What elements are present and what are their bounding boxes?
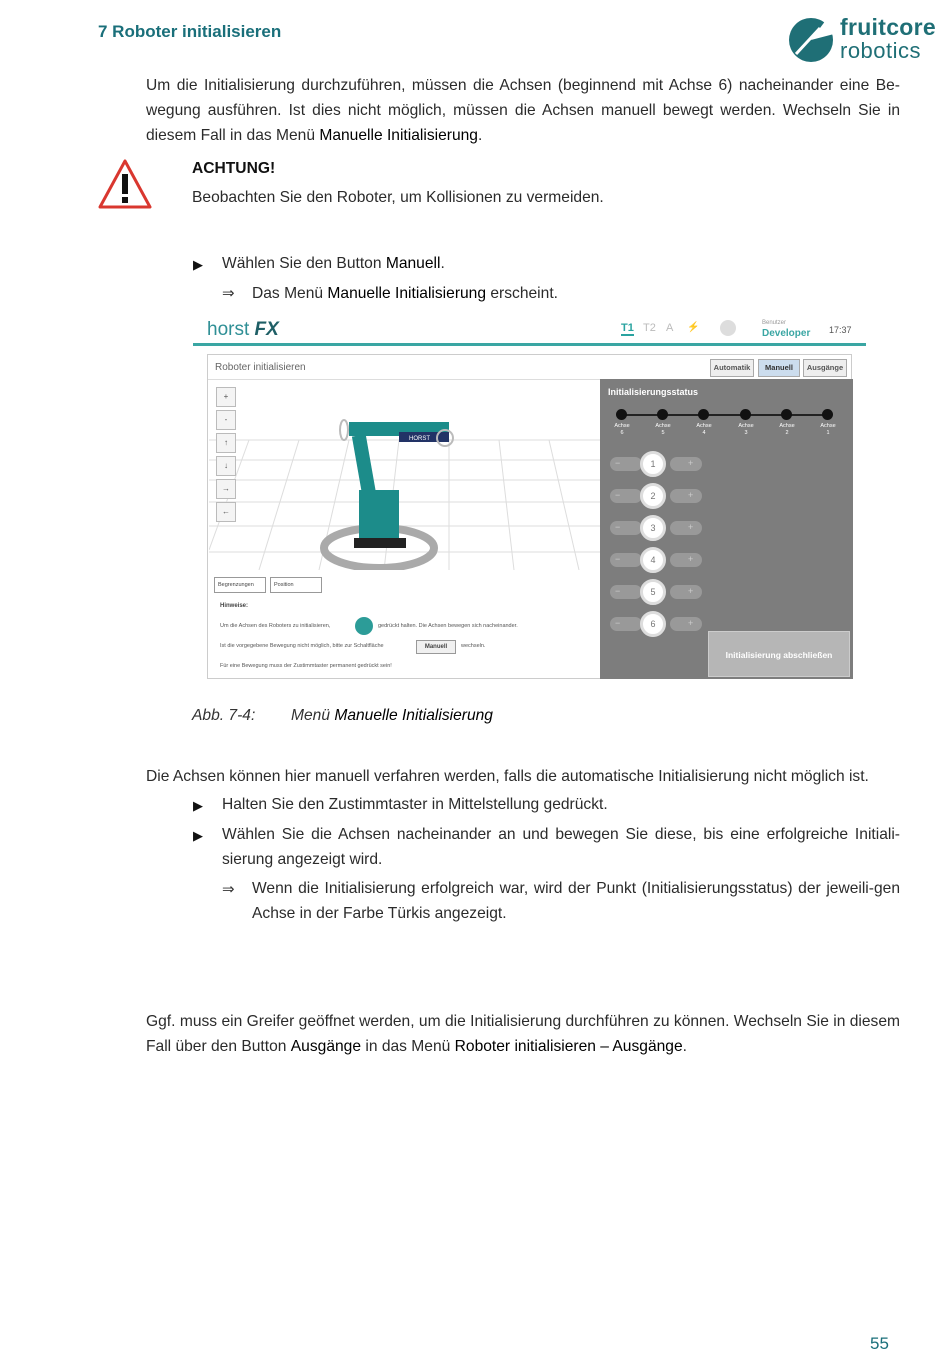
- bullet-icon: ▶: [193, 828, 203, 843]
- axis-1-minus-button[interactable]: −: [610, 457, 642, 471]
- company-logo: [786, 14, 936, 66]
- axis-label: Achse 6: [614, 423, 630, 436]
- panel-title: Roboter initialisieren: [215, 362, 306, 373]
- axis-status-dot: [616, 409, 627, 420]
- hint-line-1a: Um die Achsen des Roboters zu initialisieren,: [220, 623, 331, 629]
- axis-label: Achse 2: [779, 423, 795, 436]
- clock: 17:37: [829, 325, 852, 335]
- hint-line-3: Für eine Bewegung muss der Zustimmtaster permanent gedrückt sein!: [220, 663, 392, 669]
- status-line: [622, 414, 828, 416]
- intro-paragraph: Um die Initialisierung durchzuführen, müssen die Achsen (beginnend mit Achse 6) nacheinander eine Be-wegung ausführen. Ist dies nicht möglich, müssen die Achsen manuell bewegt werden. Wechseln Sie in diesem Fall in das Menü Manuelle Initialisierung.: [146, 77, 900, 144]
- axis-status-dot: [781, 409, 792, 420]
- axis-5-plus-button[interactable]: +: [670, 585, 702, 599]
- step-hold-switch: Halten Sie den Zustimmtaster in Mittelstellung gedrückt.: [222, 796, 608, 813]
- step-move-axes: Wählen Sie die Achsen nacheinander an und bewegen Sie diese, bis eine erfolgreiche Initiali-sierung angezeigt wird.: [222, 826, 900, 868]
- axis-status-dot: [822, 409, 833, 420]
- step-select-manual: Wählen Sie den Button Manuell.: [222, 255, 445, 272]
- mode-t2[interactable]: T2: [643, 322, 656, 334]
- axis-5-knob[interactable]: 5: [640, 579, 666, 605]
- fruitcore-logo-icon: [786, 14, 836, 64]
- axis-2-plus-button[interactable]: +: [670, 489, 702, 503]
- home-icon[interactable]: [720, 320, 736, 336]
- control-right-button[interactable]: →: [216, 479, 236, 499]
- init-panel: [207, 354, 852, 679]
- enable-switch-icon: [355, 617, 373, 635]
- axis-5-minus-button[interactable]: −: [610, 585, 642, 599]
- user-label: Benutzer: [762, 320, 787, 326]
- finish-initialization-button[interactable]: Initialisierung abschließen: [708, 631, 850, 677]
- axis-3-minus-button[interactable]: −: [610, 521, 642, 535]
- menu-reference: Manuelle Initialisierung: [319, 127, 478, 144]
- control-up-button[interactable]: ↑: [216, 433, 236, 453]
- tab-manuell[interactable]: Manuell: [758, 359, 800, 377]
- manual-intro: Die Achsen können hier manuell verfahren werden, falls die automatische Initialisierung nicht möglich ist.: [146, 768, 869, 785]
- page-number: 55: [870, 1334, 889, 1353]
- axis-3-plus-button[interactable]: +: [670, 521, 702, 535]
- axis-2-minus-button[interactable]: −: [610, 489, 642, 503]
- axis-6-plus-button[interactable]: +: [670, 617, 702, 631]
- chapter-title: 7 Roboter initialisieren: [98, 22, 282, 41]
- limits-select[interactable]: Begrenzungen: [214, 577, 266, 593]
- bullet-icon: ▶: [193, 798, 203, 813]
- logo-text-line2: robotics: [840, 38, 922, 63]
- position-select[interactable]: Position: [270, 577, 322, 593]
- figure-caption: Menü Manuelle Initialisierung: [291, 707, 493, 724]
- axis-2-knob[interactable]: 2: [640, 483, 666, 509]
- warning-triangle-icon: [97, 158, 153, 210]
- mode-t1[interactable]: T1: [621, 322, 634, 334]
- control-plus-button[interactable]: +: [216, 387, 236, 407]
- result-arrow-icon: ⇒: [222, 881, 235, 898]
- axis-status-dot: [740, 409, 751, 420]
- axis-6-minus-button[interactable]: −: [610, 617, 642, 631]
- figure-screenshot: [193, 312, 866, 682]
- axis-6-knob[interactable]: 6: [640, 611, 666, 637]
- axis-1-plus-button[interactable]: +: [670, 457, 702, 471]
- axis-status-dot: [657, 409, 668, 420]
- app-logo: horst FX: [207, 319, 279, 340]
- hint-line-2b: wechseln.: [461, 643, 486, 649]
- tab-ausgaenge[interactable]: Ausgänge: [803, 359, 847, 377]
- hint-line-2a: Ist die vorgegebene Bewegung nicht möglich, bitte zur Schaltfläche: [220, 643, 384, 649]
- bullet-icon: ▶: [193, 257, 203, 272]
- tab-automatik[interactable]: Automatik: [710, 359, 754, 377]
- warning-text: Beobachten Sie den Roboter, um Kollisionen zu vermeiden.: [192, 189, 604, 206]
- status-title: Initialisierungsstatus: [608, 387, 699, 397]
- figure-caption-label: Abb. 7-4:: [192, 707, 256, 724]
- hint-line-1b: gedrückt halten. Die Achsen bewegen sich nacheinander.: [378, 623, 518, 629]
- axis-status-dot: [698, 409, 709, 420]
- axis-label: Achse 3: [738, 423, 754, 436]
- axis-label: Achse 4: [696, 423, 712, 436]
- axis-label: Achse 1: [820, 423, 836, 436]
- hint-manual-button: Manuell: [416, 640, 456, 654]
- control-minus-button[interactable]: -: [216, 410, 236, 430]
- bolt-icon: ⚡: [687, 322, 700, 333]
- control-left-button[interactable]: ←: [216, 502, 236, 522]
- warning-heading: ACHTUNG!: [192, 160, 276, 177]
- logo-text-line1: fruitcore: [840, 14, 936, 40]
- axis-4-knob[interactable]: 4: [640, 547, 666, 573]
- axis-label: Achse 5: [655, 423, 671, 436]
- axis-3-knob[interactable]: 3: [640, 515, 666, 541]
- axis-4-plus-button[interactable]: +: [670, 553, 702, 567]
- result-arrow-icon: ⇒: [222, 285, 235, 302]
- step-result-turquoise: Wenn die Initialisierung erfolgreich war, wird der Punkt (Initialisierungsstatus) der jeweili-gen Achse in der Farbe Türkis angezeigt.: [252, 880, 900, 922]
- robot-label: HORST: [409, 436, 430, 442]
- mode-a[interactable]: A: [666, 322, 674, 334]
- user-name[interactable]: Developer: [762, 328, 811, 339]
- hints-heading: Hinweise:: [220, 603, 249, 609]
- axis-1-knob[interactable]: 1: [640, 451, 666, 477]
- robot-3d-view[interactable]: [209, 380, 600, 570]
- app-topbar: [193, 312, 866, 346]
- gripper-paragraph: Ggf. muss ein Greifer geöffnet werden, um die Initialisierung durchführen zu können. Wechseln Sie in diesem Fall über den Button Ausgänge in das Menü Roboter initialisieren – Ausgänge.: [146, 1013, 900, 1055]
- axis-4-minus-button[interactable]: −: [610, 553, 642, 567]
- control-down-button[interactable]: ↓: [216, 456, 236, 476]
- status-panel: [600, 379, 853, 679]
- step-result-menu: Das Menü Manuelle Initialisierung erscheint.: [252, 285, 558, 302]
